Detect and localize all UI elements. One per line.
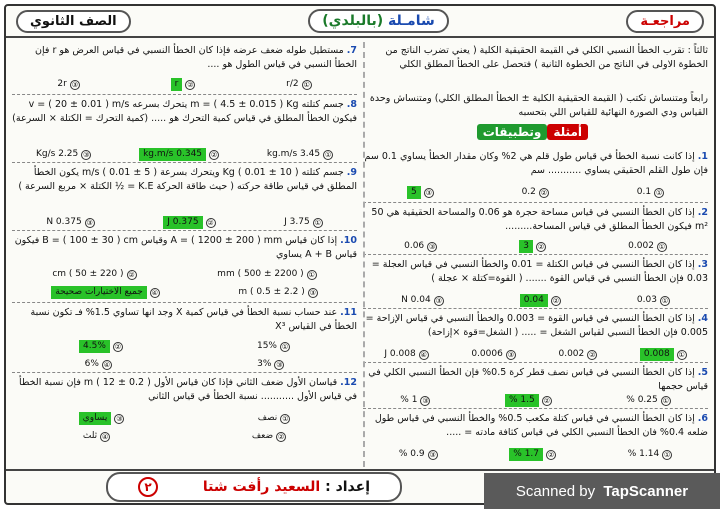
question-12: 12.قياسان الأول ضعف الثاني فإذا كان قياس الأول m ( 12 ± 0.2 ) فإن نسبة الخطأ في قياس الأول ........... نسبة الخطأ في قياس الثاني: [18, 377, 357, 402]
option[interactable]: ① r/2: [286, 79, 310, 89]
option[interactable]: ③ 1 %: [400, 395, 429, 405]
option-correct[interactable]: ④ جميع الاختيارات صحيحة: [51, 286, 160, 299]
question-6: 6.إذا كان الخطأ النسبي في قياس كتلة مكعب 0.5% والخطأ النسبي في قياس طول ضلعه 0.4% فان الخطأ النسبي الكلي في قياس كثافة مادته = .....: [374, 413, 708, 438]
column-divider: [363, 42, 365, 467]
option-correct[interactable]: ② 0.345 kg.m/s: [139, 148, 219, 161]
question-9: 9.جسم كتلته ( 10 ± 0.01 ) Kg ويتحرك بسرعة ( 5 ± 0.01 ) m/s يكون الخطأ المطلق في قياس طاقة حركته ( حيث طاقة الحركة K.E = ½ الكتلة × مربع السرعة ): [18, 167, 357, 192]
scanner-watermark: Scanned by TapScanner: [484, 473, 720, 509]
options-5: [363, 394, 708, 407]
options-7: [12, 78, 357, 91]
option-correct[interactable]: ② 4.5%: [79, 340, 123, 353]
option[interactable]: ④ 6%: [84, 359, 111, 369]
header: [6, 6, 714, 38]
options-10b: [12, 286, 357, 299]
option[interactable]: ① 1.14 %: [627, 449, 671, 459]
options-10a: [12, 268, 357, 281]
intro-step4: رابعاً ومتنساش تكتب ( القيمة الحقيقية الكلية ± الخطأ المطلق الكلي) ومتنساش وحدة القياس ودي الصورة النهائية للقياس اللي بتحسبه: [369, 93, 708, 118]
option[interactable]: ② 0.2: [521, 187, 548, 197]
question-7: 7.مستطيل طوله ضعف عرضه فإذا كان الخطأ النسبي في قياس العرض هو r فإن الخطأ النسبي في قياس الطول هو ....: [35, 45, 357, 70]
options-3: [363, 294, 708, 307]
options-8: [12, 148, 357, 161]
page-frame: [4, 4, 716, 505]
option[interactable]: ① 15%: [256, 341, 289, 351]
options-12a: [12, 412, 357, 425]
right-column: [363, 42, 708, 467]
option[interactable]: ④ 0.008 J: [384, 349, 427, 359]
question-3: 3.إذا كان الخطأ النسبي في قياس الكتلة = 0.01 والخطأ النسبي في قياس العجلة = 0.03 فإن الخطأ النسبي في قياس القوة ....... ( القوة=كتلة × عجلة ): [371, 259, 708, 284]
section-badge: أمثلةوتطبيقات: [477, 124, 588, 141]
option-correct[interactable]: ③ 5: [407, 186, 434, 199]
option[interactable]: ③ 0.04 N: [401, 295, 442, 305]
options-12b: [12, 430, 357, 443]
options-4: [363, 348, 708, 361]
options-11b: [12, 358, 357, 371]
option[interactable]: ② ( 220 ± 50 ) cm: [52, 269, 135, 279]
intro-step3: ثالثاً : تقرب الخطأ النسبي الكلي في القيمة الحقيقية الكلية ( يعني تضرب الناتج من الخطوة الاولى في الناتج من الخطوة الثانية ) فتحصل على الخطأ المطلق الكلي: [385, 45, 708, 70]
question-11: 11.عند حساب نسبة الخطأ في قياس كمية X وجد انها تساوي 1.5% فـ تكون نسبة الخطأ في القياس X³: [30, 307, 357, 332]
option[interactable]: ① 0.1: [636, 187, 663, 197]
option-correct[interactable]: ③ يساوي: [79, 412, 125, 425]
option[interactable]: ④ ثلث: [82, 431, 109, 441]
option-correct[interactable]: ② 1.5 %: [505, 394, 552, 407]
left-column: [12, 42, 357, 467]
option[interactable]: ① 0.25 %: [626, 395, 669, 405]
option-correct[interactable]: ② r: [171, 78, 196, 91]
options-11a: [12, 340, 357, 353]
question-4: 4.إذا كان الخطأ النسبي في قياس القوة = 0.003 والخطأ النسبي في قياس الإزاحة = 0.005 فإن الخطأ النسبي لقياس الشغل = ..... ( الشغل=قوة ×إزاحة): [365, 313, 708, 338]
question-8: 8.جسم كتلته m = ( 4.5 ± 0.015 ) Kg يتحرك بسرعه v = ( 20 ± 0.01 ) m/s فيكون الخطأ المطلق في قياس كمية التحرك هو ..... (كمية التحرك = الكتلة × السرعة): [12, 99, 357, 124]
option[interactable]: ③ 0.9 %: [398, 449, 436, 459]
option[interactable]: ③ 2r: [57, 79, 78, 89]
option[interactable]: ③ 3%: [257, 359, 283, 369]
option-correct[interactable]: ① 0.008: [640, 348, 687, 361]
question-5: 5.إذا كان الخطأ النسبي في قياس نصف قطر كرة 0.5% فإن الخطأ النسبي الكلي في قياس حجمها: [368, 367, 708, 392]
option[interactable]: ① ( 2200 ± 500 ) mm: [217, 269, 315, 279]
option[interactable]: ① 0.03: [636, 295, 669, 305]
title-box: شامـلة (بالبلدي): [308, 9, 448, 33]
options-1: [363, 186, 708, 199]
option-correct[interactable]: ② 1.7 %: [509, 448, 556, 461]
option[interactable]: ① نصف: [257, 413, 289, 423]
option[interactable]: ① 0.002: [628, 241, 666, 251]
question-2: 2.إذا كان الخطأ النسبي في قياس مساحة حجرة هو 0.06 والمساحة الحقيقية هي 50 m² فيكون الخطأ المطلق في قياس المساحة.........: [371, 207, 708, 232]
author-box: إعداد : السعيد رأفت شتا ٢: [106, 472, 402, 502]
review-label: مراجعـة: [626, 10, 704, 33]
options-9: [12, 216, 357, 229]
option-correct[interactable]: ② 3: [519, 240, 546, 253]
grade-label: الصف الثانوي: [16, 10, 131, 33]
option[interactable]: ② 0.002: [558, 349, 596, 359]
question-1: 1.إذا كانت نسبة الخطأ في قياس طول قلم هي 2% وكان مقدار الخطأ يساوي 0.1 سم فإن طول القلم الحقيقي يساوي ........... سم: [364, 151, 708, 176]
option[interactable]: ② ضعف: [251, 431, 285, 441]
option[interactable]: ① 3.45 kg.m/s: [266, 149, 332, 159]
options-2: [363, 240, 708, 253]
option[interactable]: ① 3.75 J: [284, 217, 321, 227]
option[interactable]: ③ 2.25 Kg/s: [35, 149, 90, 159]
option[interactable]: ③ 0.06: [404, 241, 436, 251]
option-correct[interactable]: ② 0.04: [520, 294, 561, 307]
option[interactable]: ③ ( 2.2 ± 0.5 ) m: [238, 287, 316, 297]
option[interactable]: ③ 0.0006: [471, 349, 514, 359]
options-6: [363, 448, 708, 461]
option-correct[interactable]: ② 0.375 J: [163, 216, 215, 229]
question-10: 10.إذا كان قياس A = ( 1200 ± 200 ) mm وقياس B = ( 100 ± 30 ) cm فيكون قياس A + B يساوي: [14, 235, 357, 260]
option[interactable]: ③ 0.375 N: [46, 217, 93, 227]
page-number: ٢: [138, 477, 158, 497]
